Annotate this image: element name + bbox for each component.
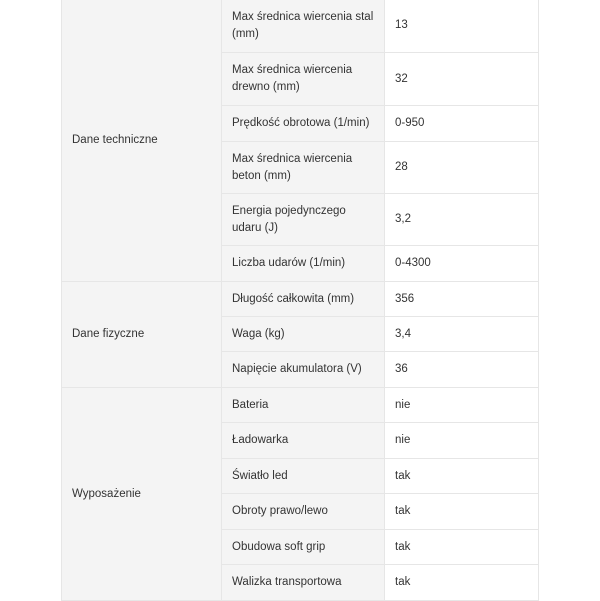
spec-label: Obudowa soft grip [222, 530, 385, 565]
spec-value: tak [385, 494, 539, 530]
spec-value: tak [385, 565, 539, 601]
spec-value: tak [385, 459, 539, 494]
spec-label: Max średnica wiercenia drewno (mm) [222, 53, 385, 106]
spec-row [62, 282, 539, 317]
spec-value: 3,2 [385, 194, 539, 246]
spec-label: Walizka transportowa [222, 565, 385, 601]
group-name-technical: Dane techniczne [62, 0, 222, 282]
spec-value: 36 [385, 352, 539, 388]
spec-value: 32 [385, 53, 539, 106]
spec-label: Max średnica wiercenia stal (mm) [222, 0, 385, 53]
spec-value: nie [385, 388, 539, 423]
spec-row [62, 0, 539, 53]
spec-value: nie [385, 423, 539, 459]
spec-label: Ładowarka [222, 423, 385, 459]
group-name-physical: Dane fizyczne [62, 282, 222, 388]
spec-label: Max średnica wiercenia beton (mm) [222, 142, 385, 194]
spec-label: Bateria [222, 388, 385, 423]
spec-value: 3,4 [385, 317, 539, 352]
spec-value: 0-950 [385, 106, 539, 142]
spec-value: tak [385, 530, 539, 565]
group-name-equipment: Wyposażenie [62, 388, 222, 601]
spec-value: 0-4300 [385, 246, 539, 282]
spec-label: Prędkość obrotowa (1/min) [222, 106, 385, 142]
spec-value: 356 [385, 282, 539, 317]
specifications-table [61, 0, 539, 601]
spec-label: Światło led [222, 459, 385, 494]
spec-value: 13 [385, 0, 539, 53]
spec-label: Długość całkowita (mm) [222, 282, 385, 317]
spec-label: Waga (kg) [222, 317, 385, 352]
spec-label: Napięcie akumulatora (V) [222, 352, 385, 388]
spec-label: Energia pojedynczego udaru (J) [222, 194, 385, 246]
spec-value: 28 [385, 142, 539, 194]
spec-row [62, 388, 539, 423]
spec-label: Liczba udarów (1/min) [222, 246, 385, 282]
spec-label: Obroty prawo/lewo [222, 494, 385, 530]
